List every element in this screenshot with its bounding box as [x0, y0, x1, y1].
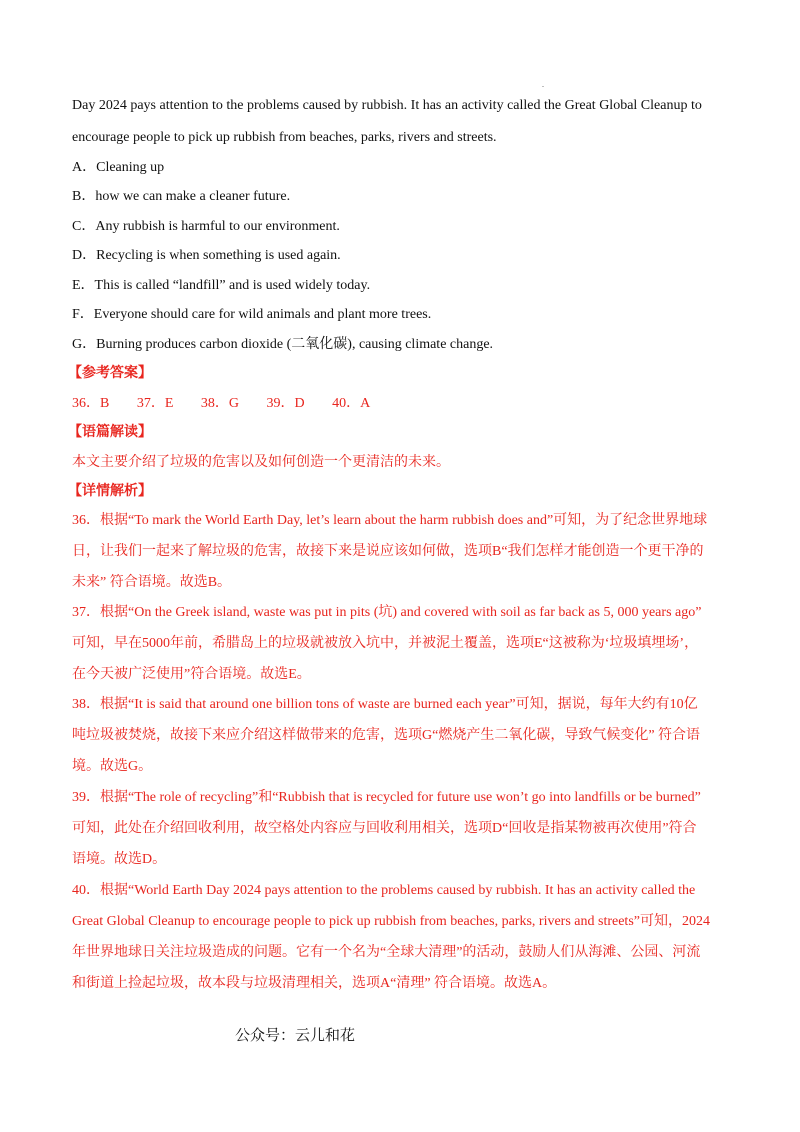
analysis-line: 和街道上捡起垃圾，故本段与垃圾清理相关，选项A“清理” 符合语境。故选A。 [72, 976, 557, 991]
analysis-line: 37．根据“On the Greek island, waste was put in pits (坑) and covered with soil as far back as 5, 000 years ago” [72, 605, 702, 620]
analysis-line: 38．根据“It is said that around one billion tons of waste are burned each year”可知，据说，每年大约有10亿 [72, 697, 698, 712]
answer-40: 40．A [332, 396, 371, 411]
answer-39: 39．D [266, 396, 305, 411]
option-e: E．This is called “landfill” and is used widely today. [72, 278, 371, 293]
option-c: C．Any rubbish is harmful to our environment. [72, 219, 340, 234]
analysis-line: 语境。故选D。 [72, 852, 167, 867]
answer-36: 36．B [72, 396, 110, 411]
answer-list [72, 394, 394, 414]
answer-37: 37．E [136, 396, 174, 411]
footer-credit: 公众号：云儿和花 [235, 1026, 356, 1044]
analysis-line: 年世界地球日关注垃圾造成的问题。它有一个名为“全球大清理”的活动，鼓励人们从海滩、公园、河流 [72, 945, 701, 960]
option-b: B．how we can make a cleaner future. [72, 189, 291, 204]
answer-heading: 【参考答案】 [68, 366, 152, 381]
passage-line-1: Day 2024 pays attention to the problems caused by rubbish. It has an activity called the Great Global Cleanup to [72, 98, 702, 113]
analysis-line: 吨垃圾被焚烧，故接下来应介绍这样做带来的危害，选项G“燃烧产生二氧化碳，导致气候变化” 符合语 [72, 728, 701, 743]
page-mark: . [542, 80, 544, 89]
analysis-line: 39．根据“The role of recycling”和“Rubbish that is recycled for future use won’t go into landfills or be burned” [72, 790, 701, 805]
analysis-heading: 【详情解析】 [68, 484, 152, 499]
analysis-line: 在今天被广泛使用”符合语境。故选E。 [72, 667, 311, 682]
analysis-line: 境。故选G。 [72, 759, 153, 774]
option-a: A．Cleaning up [72, 160, 165, 175]
option-d: D．Recycling is when something is used again. [72, 248, 341, 263]
analysis-line: 可知，早在5000年前，希腊岛上的垃圾就被放入坑中，并被泥土覆盖，选项E“这被称为‘垃圾填埋场’， [72, 636, 699, 651]
analysis-line: 日，让我们一起来了解垃圾的危害，故接下来是说应该如何做，选项B“我们怎样才能创造一个更干净的 [72, 544, 704, 559]
analysis-line: 未来” 符合语境。故选B。 [72, 575, 232, 590]
option-f: F．Everyone should care for wild animals and plant more trees. [72, 307, 432, 322]
answer-38: 38．G [200, 396, 240, 411]
analysis-line: 可知，此处在介绍回收利用，故空格处内容应与回收利用相关，选项D“回收是指某物被再次使用”符合 [72, 821, 697, 836]
passage-line-2: encourage people to pick up rubbish from beaches, parks, rivers and streets. [72, 130, 497, 145]
option-g: G．Burning produces carbon dioxide (二氧化碳), causing climate change. [72, 337, 494, 352]
analysis-line: 36．根据“To mark the World Earth Day, let’s learn about the harm rubbish does and”可知，为了纪念世界地球 [72, 513, 708, 528]
summary-heading: 【语篇解读】 [68, 425, 152, 440]
analysis-line: Great Global Cleanup to encourage people to pick up rubbish from beaches, parks, rivers and streets”可知，2024 [72, 914, 710, 929]
analysis-line: 40．根据“World Earth Day 2024 pays attention to the problems caused by rubbish. It has an activity called the [72, 883, 696, 898]
summary-text: 本文主要介绍了垃圾的危害以及如何创造一个更清洁的未来。 [72, 455, 450, 470]
